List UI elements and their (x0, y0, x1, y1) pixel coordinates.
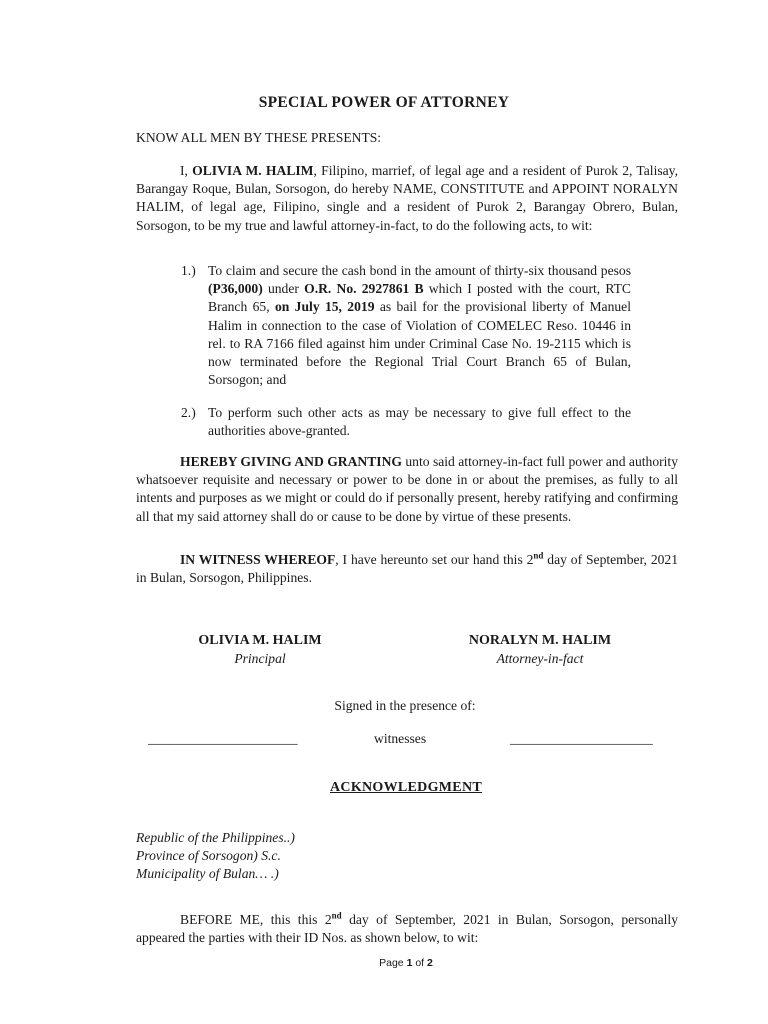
current-page-number: 1 (406, 957, 413, 969)
venue-line: Province of Sorsogon) S.c. (136, 848, 281, 863)
acknowledgment-heading: ACKNOWLEDGMENT (330, 780, 482, 795)
witness-whereof-text: day of September, 2021 in Bulan, Sorsogon, Philippines. (136, 552, 679, 586)
appointment-paragraph (136, 162, 678, 235)
posting-date: on July 15, 2019 (274, 299, 375, 315)
signature-block-principal (175, 632, 345, 668)
total-page-number: 2 (427, 957, 433, 969)
signature-block-attorney (455, 632, 625, 668)
know-all-men: KNOW ALL MEN BY THESE PRESENTS: (136, 130, 382, 145)
para1-lead: I, (180, 163, 193, 178)
principal-name: OLIVIA M. HALIM (192, 163, 314, 178)
list-item (181, 404, 631, 440)
witness-signature-line: ______________________ (148, 731, 298, 746)
page-footer (0, 957, 768, 969)
granting-text: unto said attorney-in-fact full power and authority whatsoever requisite and necessary or power to be done in or about the premises, as fully to all intents and purposes as we might or could do if personally present, hereby ratifying and confirming all that my said attorney shall do or cause to be done by virtue of these presents. (136, 454, 678, 524)
list-item-number: 1.) (181, 263, 196, 278)
or-number: O.R. No. 2927861 B (304, 281, 424, 297)
signatory-role: Attorney-in-fact (496, 651, 584, 666)
before-me-text: day of September, 2021 in Bulan, Sorsogon, personally appeared the parties with their ID Nos. as shown below, to wit: (136, 912, 678, 946)
witness-signature-line: _____________________ (510, 731, 653, 746)
witness-whereof-paragraph (136, 551, 678, 587)
venue-line: Republic of the Philippines..) (136, 830, 295, 845)
granting-heading: HEREBY GIVING AND GRANTING (180, 454, 402, 469)
list-item (181, 262, 631, 389)
signatory-name: OLIVIA M. HALIM (198, 633, 322, 648)
bond-amount: (P36,000) (208, 281, 263, 297)
signed-presence-label: Signed in the presence of: (334, 698, 476, 713)
signatory-name: NORALYN M. HALIM (468, 633, 612, 648)
item1-text: To claim and secure the cash bond in the amount of thirty-six thousand pesos (208, 263, 631, 278)
signatory-role: Principal (234, 651, 286, 666)
before-me-text: BEFORE ME, this this 2 (180, 912, 332, 927)
granting-paragraph (136, 453, 678, 526)
ordinal-suffix: nd (331, 910, 342, 921)
item1-text: under (262, 281, 305, 297)
footer-of: of (412, 957, 428, 969)
witness-whereof-heading: IN WITNESS WHEREOF (180, 552, 336, 567)
item1-text: which I posted with the court, RTC Branch 65, (208, 281, 631, 315)
document-title: SPECIAL POWER OF ATTORNEY (258, 94, 510, 111)
ordinal-suffix: nd (533, 550, 544, 561)
item2-text: To perform such other acts as may be necessary to give full effect to the authorities above-granted. (208, 405, 631, 439)
list-item-number: 2.) (181, 405, 196, 420)
witness-whereof-text: , I have hereunto set our hand this 2 (335, 552, 534, 567)
item1-text: as bail for the provisional liberty of Manuel Halim in connection to the case of Violation of COMELEC Reso. 10446 in rel. to RA 7166 filed against him under Criminal Case No. 19-2115 which is now terminated before the Regional Trial Court Branch 65 of Bulan, Sorsogon; and (208, 299, 631, 388)
para1-rest: , Filipino, marrief, of legal age and a resident of Purok 2, Talisay, Barangay Roque, Bulan, Sorsogon, do hereby NAME, CONSTITUTE and APPOINT NORALYN HALIM, of legal age, Filipino, single and a resident of Purok 2, Barangay Obrero, Bulan, Sorsogon, to be my true and lawful attorney-in-fact, to do the following acts, to wit: (136, 163, 678, 233)
before-me-paragraph (136, 911, 678, 947)
footer-prefix: Page (379, 957, 407, 969)
venue-line: Municipality of Bulan… .) (136, 866, 279, 881)
witnesses-label: witnesses (374, 731, 427, 746)
